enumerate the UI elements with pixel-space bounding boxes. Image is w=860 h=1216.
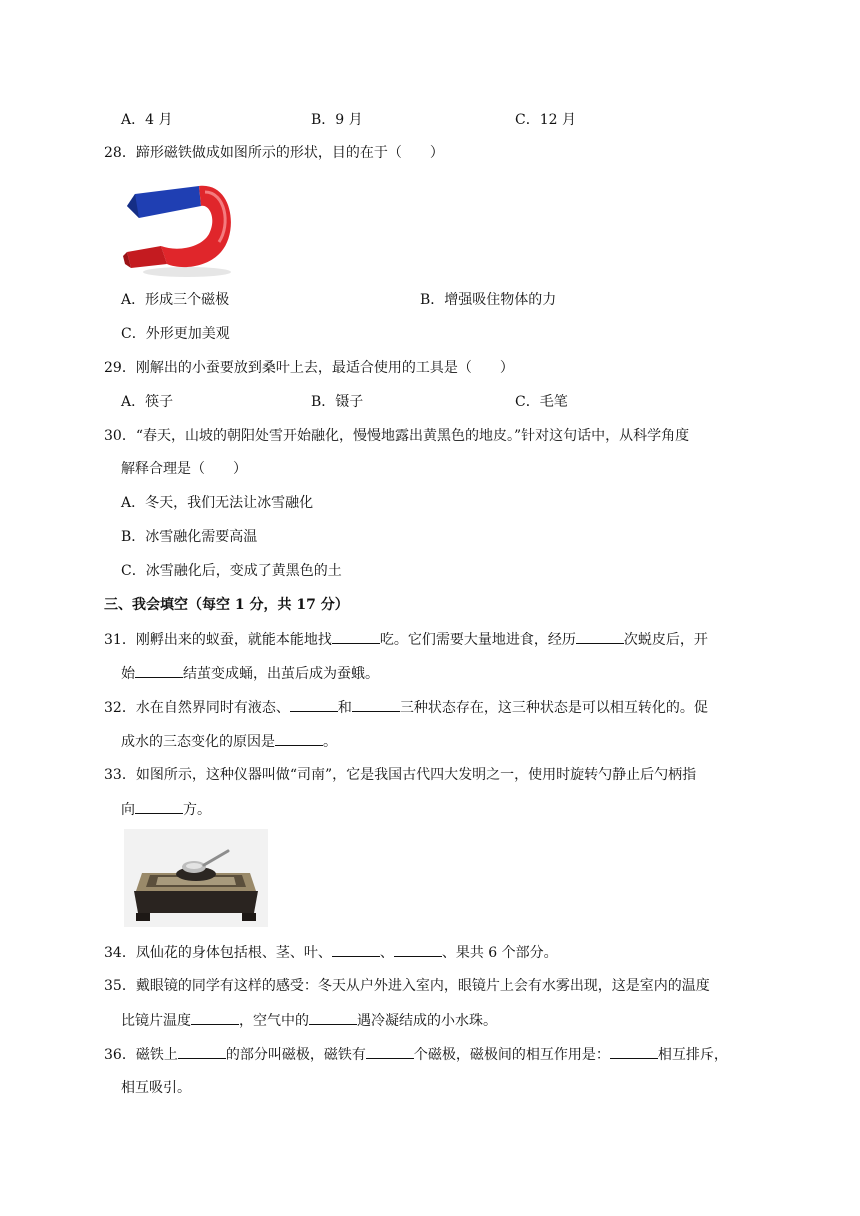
q28-option-a: A．形成三个磁极	[121, 292, 230, 308]
q28-option-c: C．外形更加美观	[121, 326, 230, 342]
q31-blank-2	[576, 629, 624, 644]
q31-line2	[121, 663, 379, 684]
q31-line1	[104, 629, 708, 650]
q31-text-d: 始	[121, 666, 135, 682]
q34-blank-1	[332, 942, 380, 957]
sinan-compass-image	[124, 829, 268, 927]
q27-option-c: C．12 月	[515, 112, 576, 128]
q32-line2	[121, 731, 337, 752]
q32-text-b: 和	[337, 700, 352, 716]
q34-text-c: 、果共 6 个部分。	[441, 945, 558, 961]
q36-text-d: 相互排斥，	[657, 1047, 728, 1063]
q33-blank-1	[135, 799, 183, 814]
q36-blank-2	[366, 1044, 414, 1059]
q31-text-b: 吃。它们需要大量地进食，经历	[379, 632, 576, 648]
q33-text-a: 向	[121, 802, 135, 818]
q33-text-b: 方。	[183, 802, 211, 818]
q28-option-b: B．增强吸住物体的力	[420, 292, 557, 308]
q30-stem-line2: 解释合理是（ ）	[121, 461, 247, 477]
q36-blank-3	[610, 1044, 658, 1059]
q36-blank-1	[178, 1044, 226, 1059]
q33-line1: 33．如图所示，这种仪器叫做“司南”，它是我国古代四大发明之一，使用时旋转勺静止后勺柄指	[104, 767, 697, 783]
q30-stem-line1: 30．“春天，山坡的朝阳处雪开始融化，慢慢地露出黄黑色的地皮。”针对这句话中，从科学角度	[104, 428, 690, 444]
q29-option-c: C．毛笔	[515, 394, 568, 410]
q35-text-c: 遇冷凝结成的小水珠。	[357, 1013, 497, 1029]
q36-text-c: 个磁极，磁极间的相互作用是：	[413, 1047, 610, 1063]
q34-text-b: 、	[379, 945, 394, 961]
q34-line1	[104, 942, 558, 963]
q35-line2	[121, 1010, 497, 1031]
q35-text-a: 比镜片温度	[121, 1013, 191, 1029]
q32-line1	[104, 697, 708, 718]
q34-text-a: 34．凤仙花的身体包括根、茎、叶、	[104, 945, 332, 961]
q32-text-e: 。	[323, 734, 337, 750]
q27-option-a: A．4 月	[121, 112, 173, 128]
q35-text-b: ，空气中的	[239, 1013, 309, 1029]
q30-option-c: C．冰雪融化后，变成了黄黑色的土	[121, 563, 342, 579]
q29-option-b: B．镊子	[311, 394, 364, 410]
q32-text-a: 32．水在自然界同时有液态、	[104, 700, 290, 716]
q31-text-a: 31．刚孵出来的蚁蚕，就能本能地找	[104, 632, 332, 648]
q32-text-c: 三种状态存在，这三种状态是可以相互转化的。促	[399, 700, 708, 716]
q36-text-b: 的部分叫磁极，磁铁有	[225, 1047, 366, 1063]
q32-blank-3	[275, 731, 323, 746]
section-heading: 三、我会填空（每空 1 分，共 17 分）	[104, 597, 349, 613]
q32-blank-2	[352, 697, 400, 712]
q34-blank-2	[394, 942, 442, 957]
q32-blank-1	[290, 697, 338, 712]
q35-blank-1	[191, 1010, 239, 1025]
q30-option-a: A．冬天，我们无法让冰雪融化	[121, 495, 314, 511]
q29-option-a: A．筷子	[121, 394, 174, 410]
q30-option-b: B．冰雪融化需要高温	[121, 529, 258, 545]
q31-text-e: 结茧变成蛹，出茧后成为蚕蛾。	[183, 666, 379, 682]
q27-option-b: B．9 月	[311, 112, 363, 128]
q32-text-d: 成水的三态变化的原因是	[121, 734, 275, 750]
horseshoe-magnet-image	[121, 172, 239, 280]
q36-line1	[104, 1044, 728, 1065]
q35-blank-2	[309, 1010, 357, 1025]
q31-blank-1	[332, 629, 380, 644]
q28-stem: 28．蹄形磁铁做成如图所示的形状，目的在于（ ）	[104, 145, 444, 161]
q33-line2	[121, 799, 211, 820]
q35-line1: 35．戴眼镜的同学有这样的感受：冬天从户外进入室内，眼镜片上会有水雾出现，这是室内的温度	[104, 978, 710, 994]
q29-stem: 29．刚解出的小蚕要放到桑叶上去，最适合使用的工具是（ ）	[104, 360, 514, 376]
q36-text-a: 36．磁铁上	[104, 1047, 178, 1063]
q36-line2: 相互吸引。	[121, 1080, 191, 1096]
q31-blank-3	[135, 663, 183, 678]
q31-text-c: 次蜕皮后，开	[623, 632, 708, 648]
